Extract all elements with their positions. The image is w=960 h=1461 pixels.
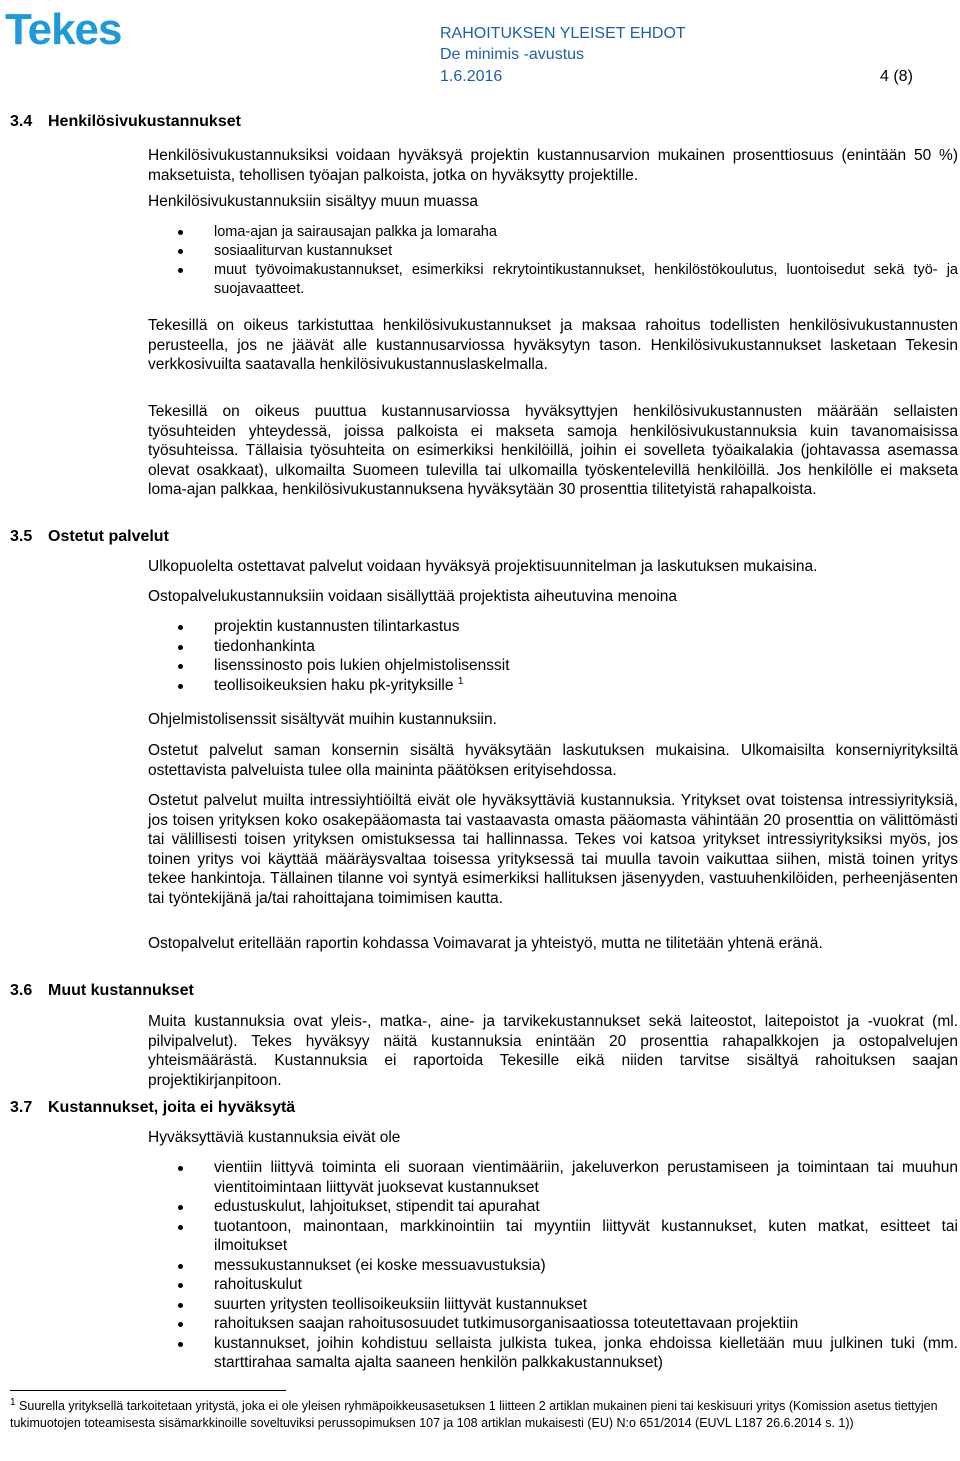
bullet-icon: [178, 1225, 183, 1230]
s34-included-costs-list: [148, 223, 958, 299]
s37-paragraph-1: Hyväksyttäviä kustannuksia eivät ole: [148, 1129, 401, 1146]
tekes-logo: Tekes: [5, 5, 122, 54]
footnote-text: Suurella yrityksellä tarkoitetaan yritystä, joka ei ole yleisen ryhmäpoikkeusasetuksen 1 liitteen 2 artiklan mukainen pieni tai keskisuuri yritys (Komission asetus tiettyjen tukimuotojen toteamisesta sisämarkkinoille soveltuviksi perussopimuksen 107 ja 108 artiklan mukaisesti (EU) N:o 651/2014 (EUVL L187 26.6.2014 s. 1)): [10, 1399, 938, 1430]
bullet-icon: [178, 625, 183, 630]
list-item: muut työvoimakustannukset, esimerkiksi rekrytointikustannukset, henkilöstökoulutus, luontoisedut sekä työ- ja suojavaatteet.: [148, 261, 958, 299]
list-item: tiedonhankinta: [148, 637, 958, 657]
list-item: messukustannukset (ei koske messuavustuksia): [148, 1256, 958, 1276]
bullet-icon: [178, 1283, 183, 1288]
list-item: projektin kustannusten tilintarkastus: [148, 617, 958, 637]
footnote-mark: 1: [10, 1396, 16, 1408]
section-title: Henkilösivukustannukset: [48, 113, 241, 130]
section-3-5-heading: [10, 527, 169, 547]
s35-paragraph-6: Ostopalvelut eritellään raportin kohdassa Voimavarat ja yhteistyö, mutta ne tilitetään yhtenä eränä.: [148, 935, 823, 952]
s34-paragraph-1: Henkilösivukustannuksiksi voidaan hyväksyä projektin kustannusarvion mukainen prosenttiosuus (enintään 50 %) maksetuista, tehollisen työajan palkoista, jotka on hyväksytty projektille.: [148, 147, 958, 184]
section-title: Kustannukset, joita ei hyväksytä: [48, 1099, 296, 1116]
bullet-icon: [178, 645, 183, 650]
page-number: 4 (8): [880, 68, 913, 85]
footnote-separator: [10, 1390, 286, 1391]
bullet-icon: [178, 249, 183, 254]
list-item: vientiin liittyvä toiminta eli suoraan vientimääriin, jakeluverkon perustamiseen ja toimintaan tai muuhun vientitoimintaan liittyvät juoksevat kustannukset: [148, 1158, 958, 1197]
bullet-icon: [178, 1303, 183, 1308]
bullet-icon: [178, 230, 183, 235]
section-number: 3.4: [10, 113, 33, 130]
section-3-6-heading: [10, 981, 194, 1001]
s34-paragraph-2: Henkilösivukustannuksiin sisältyy muun muassa: [148, 193, 478, 210]
list-item: teollisoikeuksien haku pk-yrityksille $^1$: [148, 676, 958, 696]
s35-paragraph-2: Ostopalvelukustannuksiin voidaan sisällyttää projektista aiheutuvina menoina: [148, 588, 678, 605]
s35-paragraph-3: Ohjelmistolisenssit sisältyvät muihin kustannuksiin.: [148, 711, 497, 728]
bullet-icon: [178, 1264, 183, 1269]
section-3-7-heading: [10, 1098, 295, 1118]
section-number: 3.7: [10, 1099, 33, 1116]
s35-paragraph-4: Ostetut palvelut saman konsernin sisältä hyväksytään laskutuksen mukaisina. Ulkomaisilta konserniyrityksiltä ostettavista palveluista tulee olla maininta päätöksen erityisehdossa.: [148, 742, 958, 779]
footnote: [10, 1398, 955, 1432]
s37-excluded-costs-list: [148, 1158, 958, 1373]
s35-purchased-services-list: [148, 617, 958, 695]
bullet-icon: [178, 1205, 183, 1210]
footnote-reference: 1: [457, 675, 464, 687]
list-item: lisenssinosto pois lukien ohjelmistolisenssit: [148, 656, 958, 676]
section-number: 3.5: [10, 528, 33, 545]
s35-paragraph-1: Ulkopuolelta ostettavat palvelut voidaan hyväksyä projektisuunnitelman ja laskutuksen mukaisina.: [148, 558, 818, 575]
list-item: tuotantoon, mainontaan, markkinointiin tai myyntiin liittyvät kustannukset, kuten matkat, esitteet tai ilmoitukset: [148, 1217, 958, 1256]
list-item: sosiaaliturvan kustannukset: [148, 242, 958, 261]
bullet-icon: [178, 268, 183, 273]
bullet-icon: [178, 664, 183, 669]
section-title: Ostetut palvelut: [48, 528, 169, 545]
section-title: Muut kustannukset: [48, 982, 194, 999]
list-item: edustuskulut, lahjoitukset, stipendit tai apurahat: [148, 1197, 958, 1217]
list-item: rahoituskulut: [148, 1275, 958, 1295]
bullet-icon: [178, 1342, 183, 1347]
list-item: kustannukset, joihin kohdistuu sellaista julkista tukea, jonka ehdoissa kielletään muu julkinen tuki (mm. starttirahaa samalta ajalta saaneen henkilön palkkakustannukset): [148, 1334, 958, 1373]
section-number: 3.6: [10, 982, 33, 999]
s35-paragraph-5: Ostetut palvelut muilta intressiyhtiöiltä eivät ole hyväksyttäviä kustannuksia. Yritykset ovat toistensa intressiyrityksiä, jos toisen yrityksen koko osakepääomasta tai vastaavasta omasta pääomasta vähintään 20 prosenttia on välittömästi tai välillisesti toisen yrityksen omistuksessa tai hallinnassa. Tekes voi katsoa yritykset intressiyrityksiksi myös, jos toinen yritys voi käyttää määräysvaltaa toisessa yrityksessä tai muulla tavoin vaikuttaa siihen, mistä toinen yritys tekee hankintoja. Tällainen tilanne voi syntyä esimerkiksi hallituksen jäsenyyden, vastuuhenkilöiden, perheenjäsenten tai työntekijänä ja/tai rahoittajana toimimisen kautta.: [148, 792, 958, 907]
s36-paragraph-1: Muita kustannuksia ovat yleis-, matka-, aine- ja tarvikekustannukset sekä laiteostot, laitepoistot ja -vuokrat (ml. pilvipalvelut). Tekes hyväksyy näitä kustannuksia enintään 20 prosenttia rahapalkkojen ja ostopalvelujen yhteismäärästä. Kustannuksia ei raportoida Tekesille eikä niiden tarvitse sisältyä rahoituksen saajan projektikirjanpitoon.: [148, 1013, 958, 1089]
bullet-icon: [178, 1322, 183, 1327]
document-date: 1.6.2016: [440, 68, 503, 85]
bullet-icon: [178, 1166, 183, 1171]
document-subtitle: De minimis -avustus: [440, 46, 585, 63]
s34-paragraph-3: Tekesillä on oikeus tarkistuttaa henkilösivukustannukset ja maksaa rahoitus todellisten henkilösivukustannusten perusteella, jos ne jäävät alle kustannusarviossa hyväksytyn tason. Henkilösivukustannukset lasketaan Tekesin verkkosivuilta saatavalla henkilösivukustannuslaskelmalla.: [148, 317, 958, 373]
list-item: rahoituksen saajan rahoitusosuudet tutkimusorganisaatiossa toteutettavaan projektiin: [148, 1314, 958, 1334]
bullet-icon: [178, 684, 183, 689]
document-title: RAHOITUKSEN YLEISET EHDOT: [440, 25, 686, 42]
list-item: loma-ajan ja sairausajan palkka ja lomaraha: [148, 223, 958, 242]
list-item: suurten yritysten teollisoikeuksiin liittyvät kustannukset: [148, 1295, 958, 1315]
section-3-4-heading: [10, 112, 241, 132]
s34-paragraph-4: Tekesillä on oikeus puuttua kustannusarviossa hyväksyttyjen henkilösivukustannusten määrään sellaisten työsuhteiden yhteydessä, joissa palkoista ei makseta samoja henkilösivukustannuksia kuin tavanomaisissa työsuhteissa. Tällaisia työsuhteita on esimerkiksi henkilöillä, joihin ei sovelleta työaikalakia (johtavassa asemassa olevat osakkaat), ulkomailta Suomeen tulevilla tai ulkomailla työskentelevillä henkilöillä. Jos henkilölle ei makseta loma-ajan palkkaa, henkilösivukustannuksena hyväksytään 30 prosenttia tilitetyistä rahapalkoista.: [148, 403, 958, 498]
